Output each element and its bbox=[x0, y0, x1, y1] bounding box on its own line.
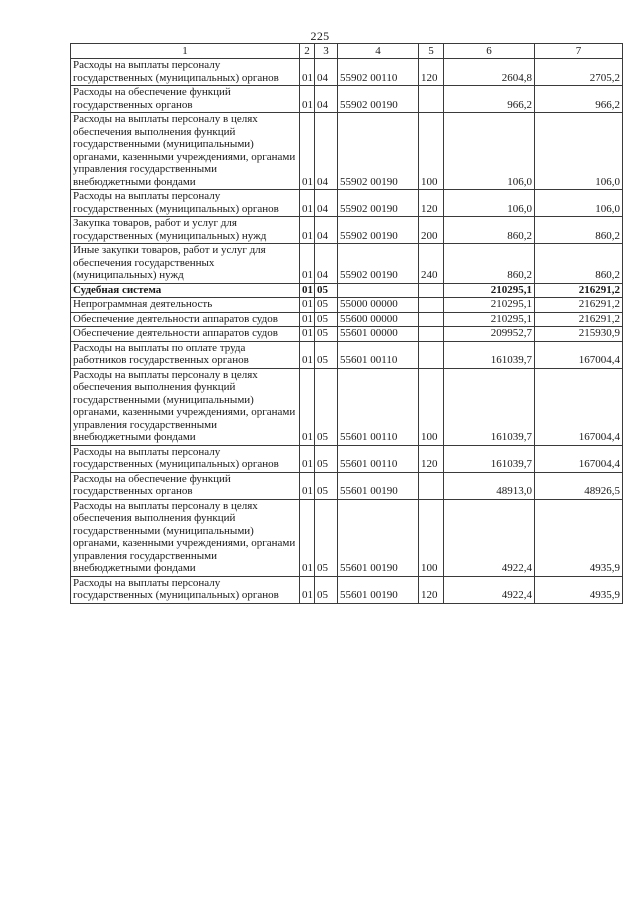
table-row bbox=[71, 312, 623, 327]
amount-year2-cell: 215930,9 bbox=[535, 327, 623, 342]
table-row bbox=[71, 445, 623, 472]
amount-year2-cell: 216291,2 bbox=[535, 298, 623, 313]
subsection-code-cell: 05 bbox=[315, 283, 338, 298]
subsection-code-cell: 04 bbox=[315, 113, 338, 190]
subsection-code-cell: 04 bbox=[315, 86, 338, 113]
section-code-cell: 01 bbox=[300, 190, 315, 217]
amount-year1-cell: 210295,1 bbox=[444, 283, 535, 298]
target-article-cell: 55902 00190 bbox=[338, 244, 419, 284]
amount-year2-cell: 4935,9 bbox=[535, 499, 623, 576]
section-code-cell: 01 bbox=[300, 283, 315, 298]
budget-table bbox=[70, 43, 623, 604]
target-article-cell: 55902 00190 bbox=[338, 217, 419, 244]
column-header: 5 bbox=[419, 44, 444, 59]
expense-type-cell: 120 bbox=[419, 445, 444, 472]
page-number: 225 bbox=[310, 29, 330, 43]
table-row bbox=[71, 59, 623, 86]
table-row bbox=[71, 283, 623, 298]
expense-name-cell: Расходы на выплаты персоналу государственных (муниципальных) органов bbox=[71, 576, 300, 603]
table-row bbox=[71, 113, 623, 190]
amount-year1-cell: 966,2 bbox=[444, 86, 535, 113]
amount-year2-cell: 106,0 bbox=[535, 113, 623, 190]
amount-year2-cell: 216291,2 bbox=[535, 283, 623, 298]
subsection-code-cell: 05 bbox=[315, 499, 338, 576]
expense-name-cell: Расходы на выплаты персоналу в целях обеспечения выполнения функций государственными (муниципальными) органами, казенными учреждениями, органами управления государственными внебюджетными фондами bbox=[71, 113, 300, 190]
section-code-cell: 01 bbox=[300, 445, 315, 472]
expense-type-cell: 120 bbox=[419, 190, 444, 217]
amount-year2-cell: 860,2 bbox=[535, 244, 623, 284]
expense-name-cell: Расходы на выплаты персоналу государственных (муниципальных) органов bbox=[71, 190, 300, 217]
amount-year1-cell: 2604,8 bbox=[444, 59, 535, 86]
amount-year1-cell: 4922,4 bbox=[444, 576, 535, 603]
target-article-cell: 55601 00190 bbox=[338, 472, 419, 499]
expense-name-cell: Судебная система bbox=[71, 283, 300, 298]
amount-year2-cell: 167004,4 bbox=[535, 368, 623, 445]
section-code-cell: 01 bbox=[300, 217, 315, 244]
expense-type-cell bbox=[419, 312, 444, 327]
expense-name-cell: Обеспечение деятельности аппаратов судов bbox=[71, 312, 300, 327]
expense-type-cell: 240 bbox=[419, 244, 444, 284]
amount-year1-cell: 209952,7 bbox=[444, 327, 535, 342]
table-row bbox=[71, 217, 623, 244]
amount-year1-cell: 161039,7 bbox=[444, 368, 535, 445]
target-article-cell: 55601 00110 bbox=[338, 341, 419, 368]
amount-year2-cell: 48926,5 bbox=[535, 472, 623, 499]
table-row bbox=[71, 368, 623, 445]
expense-type-cell bbox=[419, 298, 444, 313]
amount-year2-cell: 167004,4 bbox=[535, 341, 623, 368]
expense-type-cell: 100 bbox=[419, 499, 444, 576]
subsection-code-cell: 04 bbox=[315, 217, 338, 244]
target-article-cell: 55601 00110 bbox=[338, 445, 419, 472]
target-article-cell: 55902 00110 bbox=[338, 59, 419, 86]
expense-name-cell: Непрограммная деятельность bbox=[71, 298, 300, 313]
subsection-code-cell: 05 bbox=[315, 341, 338, 368]
subsection-code-cell: 04 bbox=[315, 190, 338, 217]
section-code-cell: 01 bbox=[300, 341, 315, 368]
section-code-cell: 01 bbox=[300, 312, 315, 327]
section-code-cell: 01 bbox=[300, 86, 315, 113]
amount-year2-cell: 860,2 bbox=[535, 217, 623, 244]
amount-year2-cell: 216291,2 bbox=[535, 312, 623, 327]
target-article-cell: 55902 00190 bbox=[338, 113, 419, 190]
section-code-cell: 01 bbox=[300, 327, 315, 342]
target-article-cell: 55000 00000 bbox=[338, 298, 419, 313]
expense-name-cell: Расходы на выплаты персоналу государственных (муниципальных) органов bbox=[71, 59, 300, 86]
table-header-row bbox=[71, 44, 623, 59]
table-row bbox=[71, 341, 623, 368]
expense-name-cell: Расходы на выплаты персоналу государственных (муниципальных) органов bbox=[71, 445, 300, 472]
expense-type-cell: 120 bbox=[419, 576, 444, 603]
section-code-cell: 01 bbox=[300, 113, 315, 190]
target-article-cell bbox=[338, 283, 419, 298]
table-row bbox=[71, 244, 623, 284]
amount-year2-cell: 167004,4 bbox=[535, 445, 623, 472]
amount-year1-cell: 106,0 bbox=[444, 190, 535, 217]
expense-type-cell bbox=[419, 327, 444, 342]
subsection-code-cell: 05 bbox=[315, 368, 338, 445]
expense-type-cell bbox=[419, 283, 444, 298]
expense-name-cell: Расходы на выплаты персоналу в целях обеспечения выполнения функций государственными (муниципальными) органами, казенными учреждениями, органами управления государственными внебюджетными фондами bbox=[71, 499, 300, 576]
subsection-code-cell: 05 bbox=[315, 445, 338, 472]
expense-name-cell: Расходы на выплаты персоналу в целях обеспечения выполнения функций государственными (муниципальными) органами, казенными учреждениями, органами управления государственными внебюджетными фондами bbox=[71, 368, 300, 445]
target-article-cell: 55601 00190 bbox=[338, 499, 419, 576]
amount-year1-cell: 860,2 bbox=[444, 217, 535, 244]
subsection-code-cell: 05 bbox=[315, 576, 338, 603]
column-header: 7 bbox=[535, 44, 623, 59]
subsection-code-cell: 05 bbox=[315, 298, 338, 313]
amount-year2-cell: 106,0 bbox=[535, 190, 623, 217]
amount-year1-cell: 210295,1 bbox=[444, 312, 535, 327]
column-header: 3 bbox=[315, 44, 338, 59]
amount-year1-cell: 4922,4 bbox=[444, 499, 535, 576]
column-header: 4 bbox=[338, 44, 419, 59]
section-code-cell: 01 bbox=[300, 59, 315, 86]
target-article-cell: 55902 00190 bbox=[338, 190, 419, 217]
amount-year1-cell: 860,2 bbox=[444, 244, 535, 284]
expense-type-cell: 100 bbox=[419, 368, 444, 445]
section-code-cell: 01 bbox=[300, 368, 315, 445]
expense-type-cell bbox=[419, 472, 444, 499]
table-row bbox=[71, 576, 623, 603]
amount-year1-cell: 161039,7 bbox=[444, 341, 535, 368]
amount-year2-cell: 4935,9 bbox=[535, 576, 623, 603]
target-article-cell: 55902 00190 bbox=[338, 86, 419, 113]
table-row bbox=[71, 190, 623, 217]
amount-year1-cell: 161039,7 bbox=[444, 445, 535, 472]
column-header: 2 bbox=[300, 44, 315, 59]
expense-name-cell: Расходы на выплаты по оплате труда работников государственных органов bbox=[71, 341, 300, 368]
section-code-cell: 01 bbox=[300, 244, 315, 284]
amount-year1-cell: 48913,0 bbox=[444, 472, 535, 499]
amount-year2-cell: 966,2 bbox=[535, 86, 623, 113]
section-code-cell: 01 bbox=[300, 298, 315, 313]
expense-name-cell: Расходы на обеспечение функций государственных органов bbox=[71, 472, 300, 499]
expense-type-cell: 100 bbox=[419, 113, 444, 190]
table-row bbox=[71, 499, 623, 576]
target-article-cell: 55601 00000 bbox=[338, 327, 419, 342]
expense-name-cell: Закупка товаров, работ и услуг для государственных (муниципальных) нужд bbox=[71, 217, 300, 244]
section-code-cell: 01 bbox=[300, 576, 315, 603]
expense-type-cell: 120 bbox=[419, 59, 444, 86]
column-header: 6 bbox=[444, 44, 535, 59]
target-article-cell: 55600 00000 bbox=[338, 312, 419, 327]
subsection-code-cell: 05 bbox=[315, 312, 338, 327]
amount-year2-cell: 2705,2 bbox=[535, 59, 623, 86]
subsection-code-cell: 05 bbox=[315, 327, 338, 342]
section-code-cell: 01 bbox=[300, 472, 315, 499]
table-row bbox=[71, 472, 623, 499]
expense-type-cell bbox=[419, 341, 444, 368]
table-row bbox=[71, 327, 623, 342]
expense-type-cell: 200 bbox=[419, 217, 444, 244]
section-code-cell: 01 bbox=[300, 499, 315, 576]
subsection-code-cell: 04 bbox=[315, 244, 338, 284]
amount-year1-cell: 210295,1 bbox=[444, 298, 535, 313]
amount-year1-cell: 106,0 bbox=[444, 113, 535, 190]
table-row bbox=[71, 298, 623, 313]
target-article-cell: 55601 00190 bbox=[338, 576, 419, 603]
expense-type-cell bbox=[419, 86, 444, 113]
column-header: 1 bbox=[71, 44, 300, 59]
expense-name-cell: Иные закупки товаров, работ и услуг для обеспечения государственных (муниципальных) нужд bbox=[71, 244, 300, 284]
expense-name-cell: Обеспечение деятельности аппаратов судов bbox=[71, 327, 300, 342]
subsection-code-cell: 04 bbox=[315, 59, 338, 86]
expense-name-cell: Расходы на обеспечение функций государственных органов bbox=[71, 86, 300, 113]
subsection-code-cell: 05 bbox=[315, 472, 338, 499]
table-row bbox=[71, 86, 623, 113]
target-article-cell: 55601 00110 bbox=[338, 368, 419, 445]
